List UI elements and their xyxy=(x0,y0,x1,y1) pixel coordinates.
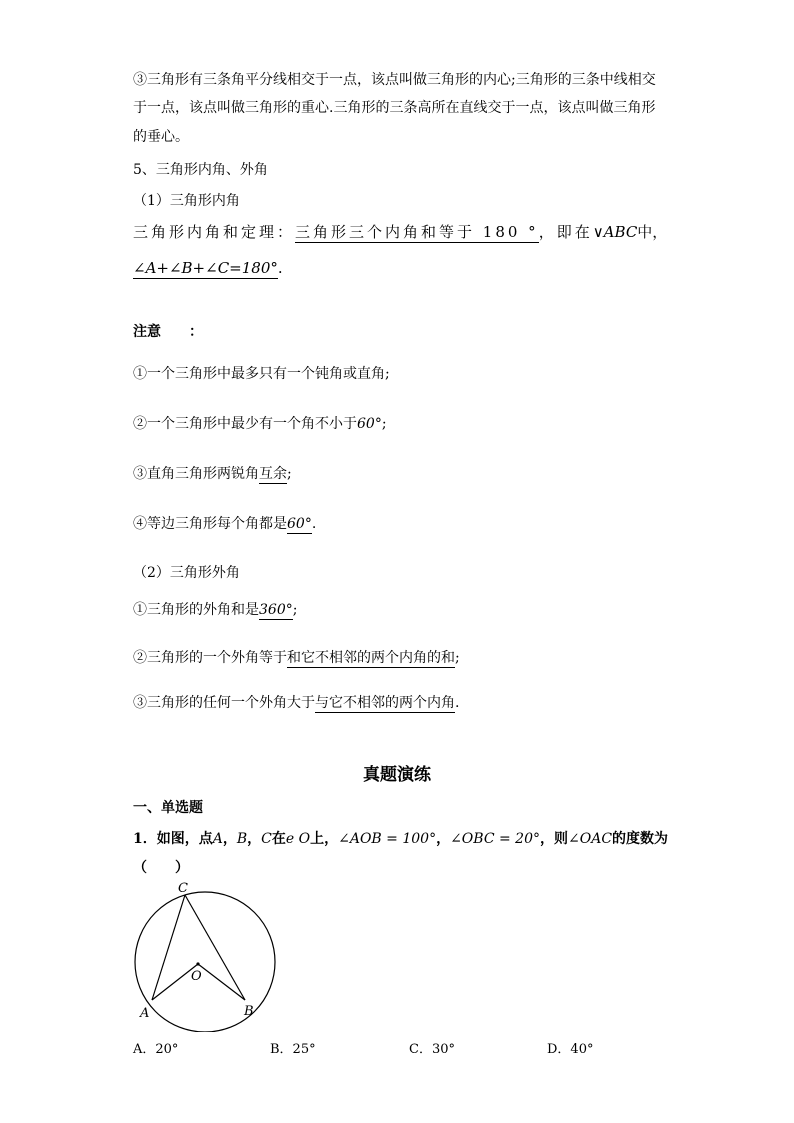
theorem-prefix: 三角形内角和定理： xyxy=(133,223,296,241)
question-1-line-1 xyxy=(133,829,668,849)
question-on-2: 上， xyxy=(310,831,339,847)
point-a: A xyxy=(212,831,223,847)
exterior-2 xyxy=(133,648,460,668)
angle-obc: ∠OBC = 20° xyxy=(450,831,540,847)
section-5-title: 5、三角形内角、外角 xyxy=(133,162,268,178)
comma: ， xyxy=(247,831,262,847)
theorem-middle: ，即在 xyxy=(538,223,593,241)
note-2-value: 60° xyxy=(357,416,382,432)
formula-line xyxy=(133,258,283,278)
triangle-abc: ∨ABC xyxy=(592,223,638,241)
comma: ， xyxy=(222,831,237,847)
question-on: 在 xyxy=(271,831,286,847)
note-2-end: ; xyxy=(381,416,387,432)
label-c: C xyxy=(178,882,188,896)
note-1: ①一个三角形中最多只有一个钝角或直角; xyxy=(133,366,390,382)
exterior-1-text: ①三角形的外角和是 xyxy=(133,602,259,618)
note-3-value: 互余 xyxy=(259,466,287,482)
angle-sum-formula: ∠A+∠B+∠C=180° xyxy=(133,259,278,277)
formula-end: . xyxy=(277,259,283,277)
note-3 xyxy=(133,464,292,484)
single-choice-section: 一、单选题 xyxy=(133,800,203,816)
center-point xyxy=(196,962,199,965)
exterior-2-end: ; xyxy=(455,650,460,666)
exterior-1-end: ; xyxy=(292,602,298,618)
segment-cb xyxy=(185,895,245,1000)
note-label: 注意 ： xyxy=(133,324,203,340)
angle-aob: ∠AOB = 100° xyxy=(338,831,437,847)
option-b[interactable]: B．25° xyxy=(270,1042,316,1057)
circle-figure xyxy=(128,882,288,1032)
question-text-start: 1．如图，点 xyxy=(133,831,213,847)
angle-oac: ∠OAC xyxy=(568,831,613,847)
exterior-3-value: 与它不相邻的两个内角 xyxy=(315,695,455,711)
note-3-text: ③直角三角形两锐角 xyxy=(133,466,259,482)
comma: ， xyxy=(436,831,451,847)
theorem-line xyxy=(133,222,667,242)
point-c: C xyxy=(261,831,272,847)
note-4-value: 60° xyxy=(287,516,312,532)
option-d[interactable]: D．40° xyxy=(547,1042,594,1057)
exterior-1-value: 360° xyxy=(259,602,293,618)
theorem-statement: 三角形三个内角和等于 180 ° xyxy=(295,223,539,241)
exterior-2-value: 和它不相邻的两个内角的和 xyxy=(287,650,455,666)
theorem-suffix: 中， xyxy=(637,223,668,241)
practice-heading: 真题演练 xyxy=(363,765,431,785)
note-2-text: ②一个三角形中最少有一个角不小于 xyxy=(133,416,357,432)
exterior-1 xyxy=(133,600,297,620)
option-c[interactable]: C．30° xyxy=(409,1042,455,1057)
label-a: A xyxy=(140,1006,150,1021)
note-4-text: ④等边三角形每个角都是 xyxy=(133,516,287,532)
exterior-3-text: ③三角形的任何一个外角大于 xyxy=(133,695,315,711)
note-4 xyxy=(133,514,316,534)
circle-o: e O xyxy=(285,831,311,847)
paragraph-line-3: 的垂心。 xyxy=(133,129,189,145)
exterior-3-end: . xyxy=(455,695,460,711)
note-3-end: ; xyxy=(287,466,292,482)
exterior-2-text: ②三角形的一个外角等于 xyxy=(133,650,287,666)
option-a[interactable]: A．20° xyxy=(133,1042,179,1057)
subsection-interior-angle: （1）三角形内角 xyxy=(133,193,240,209)
question-1-parentheses: （ ） xyxy=(133,860,189,876)
circle-o-shape xyxy=(135,892,275,1032)
paragraph-line-2: 于一点，该点叫做三角形的重心.三角形的三条高所在直线交于一点，该点叫做三角形 xyxy=(133,100,656,116)
label-b: B xyxy=(244,1004,254,1019)
label-o: O xyxy=(191,969,202,984)
question-tail: 的度数为 xyxy=(612,831,669,847)
note-2 xyxy=(133,414,387,434)
point-b: B xyxy=(236,831,248,847)
note-4-end: . xyxy=(311,516,317,532)
segment-ob xyxy=(198,964,245,1000)
question-then: ，则 xyxy=(540,831,568,847)
exterior-3 xyxy=(133,693,459,713)
subsection-exterior-angle: （2）三角形外角 xyxy=(133,565,240,581)
paragraph-line-1: ③三角形有三条角平分线相交于一点，该点叫做三角形的内心;三角形的三条中线相交 xyxy=(133,72,656,88)
